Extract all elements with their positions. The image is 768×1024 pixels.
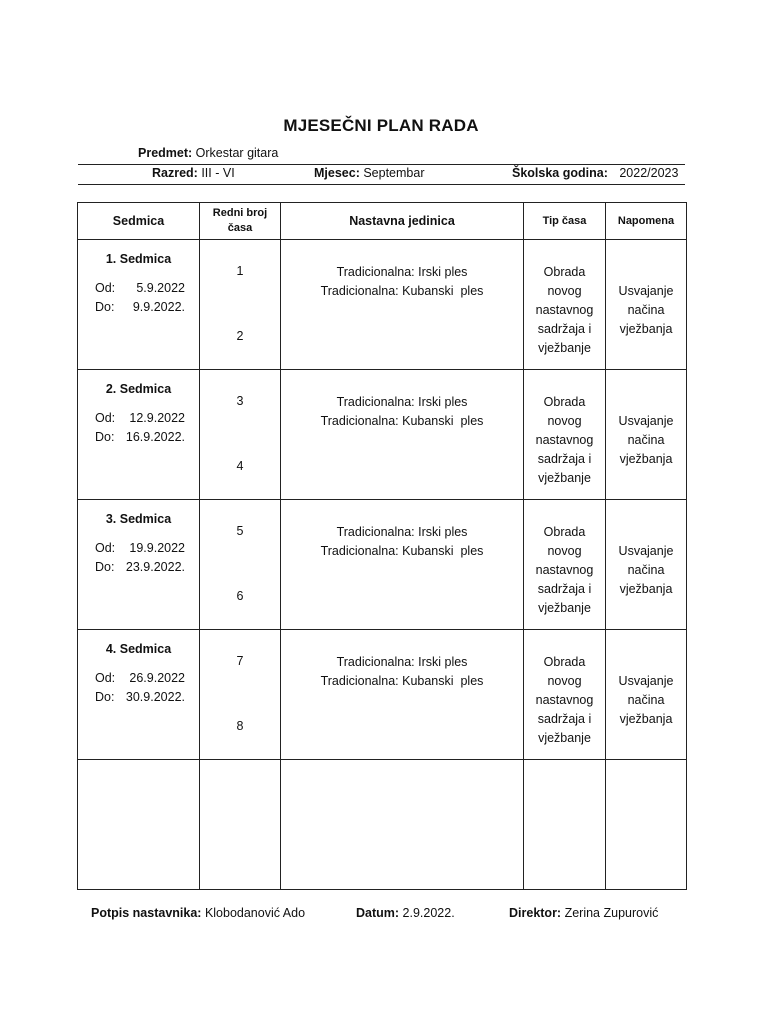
note-line: Usvajanje	[618, 544, 674, 558]
lesson-number-cell	[200, 240, 281, 370]
plan-table	[77, 202, 687, 890]
teaching-unit-cell	[281, 240, 524, 370]
teaching-unit	[281, 263, 523, 301]
mjesec-label: Mjesec:	[314, 166, 360, 180]
teaching-unit-cell	[281, 500, 524, 630]
do-date: 23.9.2022.	[125, 560, 185, 574]
note	[606, 412, 686, 469]
note-line: načina	[627, 693, 665, 707]
teaching-unit-line: Tradicionalna: Irski ples	[336, 655, 468, 669]
date-label: Datum:	[356, 906, 400, 920]
lesson-type-line: vježbanje	[538, 731, 591, 745]
lesson-number: 5	[236, 524, 244, 538]
week-cell	[78, 370, 200, 500]
lesson-type-cell	[524, 370, 606, 500]
do-date: 9.9.2022.	[132, 300, 185, 314]
teaching-unit-line: Tradicionalna: Kubanski ples	[320, 284, 484, 298]
predmet-field	[138, 146, 278, 160]
do-label: Do:	[95, 690, 115, 704]
lesson-type	[524, 653, 605, 748]
lesson-type-line: sadržaja i	[537, 582, 592, 596]
lesson-type-cell	[524, 500, 606, 630]
od-label: Od:	[95, 411, 116, 425]
col-header-sedmica: Sedmica	[78, 203, 200, 240]
header-divider	[78, 164, 685, 165]
lesson-number: 7	[236, 654, 244, 668]
date-value: 2.9.2022.	[402, 906, 455, 920]
lesson-type-line: vježbanje	[538, 471, 591, 485]
lesson-type-line: vježbanje	[538, 341, 591, 355]
teaching-unit-line: Tradicionalna: Kubanski ples	[320, 414, 484, 428]
teaching-unit-line: Tradicionalna: Kubanski ples	[320, 674, 484, 688]
empty-table-row	[78, 760, 687, 890]
note-cell	[606, 630, 687, 760]
do-label: Do:	[95, 430, 115, 444]
col-header-napomena: Napomena	[606, 203, 687, 240]
lesson-type-line: nastavnog	[535, 563, 594, 577]
predmet-value: Orkestar gitara	[195, 146, 279, 160]
lesson-type-line: novog	[547, 284, 582, 298]
note-line: načina	[627, 563, 665, 577]
page-title: MJESEČNI PLAN RADA	[283, 116, 479, 135]
week-cell	[78, 240, 200, 370]
note-line: Usvajanje	[618, 414, 674, 428]
lesson-type-line: Obrada	[543, 655, 586, 669]
note-line: Usvajanje	[618, 674, 674, 688]
skolska-godina-value: 2022/2023	[619, 166, 679, 180]
lesson-type-line: Obrada	[543, 525, 586, 539]
table-row	[78, 370, 687, 500]
table-header-row	[78, 203, 687, 240]
note-line: vježbanja	[619, 452, 673, 466]
col-header-nastavna-jedinica: Nastavna jedinica	[281, 203, 524, 240]
note-line: vježbanja	[619, 322, 673, 336]
lesson-type	[524, 263, 605, 358]
teaching-unit-cell	[281, 370, 524, 500]
teaching-unit	[281, 653, 523, 691]
skolska-godina-field	[512, 166, 678, 180]
date-field	[356, 906, 455, 920]
lesson-type-line: novog	[547, 674, 582, 688]
director-label: Direktor:	[509, 906, 562, 920]
lesson-number: 4	[236, 459, 244, 473]
od-date: 19.9.2022	[129, 541, 185, 555]
table-row	[78, 500, 687, 630]
do-label: Do:	[95, 300, 115, 314]
lesson-type-line: Obrada	[543, 395, 586, 409]
lesson-type-line: sadržaja i	[537, 322, 592, 336]
predmet-label: Predmet:	[138, 146, 193, 160]
lesson-type-line: nastavnog	[535, 693, 594, 707]
week-cell	[78, 500, 200, 630]
table-row	[78, 630, 687, 760]
table-row	[78, 240, 687, 370]
lesson-type	[524, 523, 605, 618]
lesson-number: 3	[236, 394, 244, 408]
note	[606, 542, 686, 599]
od-date: 12.9.2022	[129, 411, 185, 425]
teaching-unit-line: Tradicionalna: Irski ples	[336, 265, 468, 279]
note	[606, 672, 686, 729]
teaching-unit-cell	[281, 630, 524, 760]
empty-cell	[606, 760, 687, 890]
lesson-type-line: sadržaja i	[537, 712, 592, 726]
empty-cell	[281, 760, 524, 890]
lesson-number-cell	[200, 370, 281, 500]
lesson-number: 2	[236, 329, 244, 343]
week-cell	[78, 630, 200, 760]
teacher-signature-field	[91, 906, 305, 920]
od-date: 5.9.2022	[136, 281, 185, 295]
lesson-type-line: vježbanje	[538, 601, 591, 615]
razred-label: Razred:	[152, 166, 198, 180]
lesson-number: 6	[236, 589, 244, 603]
director-field	[509, 906, 658, 920]
lesson-number-cell	[200, 630, 281, 760]
empty-cell	[524, 760, 606, 890]
razred-field	[152, 166, 235, 180]
teaching-unit-line: Tradicionalna: Irski ples	[336, 395, 468, 409]
teaching-unit-line: Tradicionalna: Kubanski ples	[320, 544, 484, 558]
director-value: Zerina Zupurović	[564, 906, 659, 920]
lesson-type-line: sadržaja i	[537, 452, 592, 466]
note-line: načina	[627, 303, 665, 317]
teaching-unit	[281, 523, 523, 561]
note-cell	[606, 240, 687, 370]
note-line: vježbanja	[619, 582, 673, 596]
lesson-type-line: nastavnog	[535, 303, 594, 317]
empty-cell	[78, 760, 200, 890]
lesson-type	[524, 393, 605, 488]
od-label: Od:	[95, 671, 116, 685]
teacher-signature-label: Potpis nastavnika:	[91, 906, 202, 920]
note-cell	[606, 370, 687, 500]
note-line: Usvajanje	[618, 284, 674, 298]
od-label: Od:	[95, 281, 116, 295]
lesson-type-line: nastavnog	[535, 433, 594, 447]
mjesec-field	[314, 166, 425, 180]
teacher-signature-value: Klobodanović Ado	[204, 906, 306, 920]
od-label: Od:	[95, 541, 116, 555]
col-header-redni-broj-line2: časa	[227, 222, 253, 234]
week-title: 3. Sedmica	[105, 512, 172, 526]
lesson-number: 8	[236, 719, 244, 733]
teaching-unit	[281, 393, 523, 431]
lesson-type-line: novog	[547, 414, 582, 428]
skolska-godina-label: Školska godina:	[512, 166, 608, 180]
col-header-redni-broj	[200, 203, 281, 240]
do-label: Do:	[95, 560, 115, 574]
note	[606, 282, 686, 339]
od-date: 26.9.2022	[129, 671, 185, 685]
empty-cell	[200, 760, 281, 890]
lesson-type-line: novog	[547, 544, 582, 558]
teaching-unit-line: Tradicionalna: Irski ples	[336, 525, 468, 539]
week-title: 1. Sedmica	[105, 252, 172, 266]
col-header-redni-broj-line1: Redni broj	[212, 207, 268, 219]
mjesec-value: Septembar	[363, 166, 425, 180]
header-divider-bottom	[78, 184, 685, 185]
note-line: vježbanja	[619, 712, 673, 726]
week-title: 4. Sedmica	[105, 642, 172, 656]
note-cell	[606, 500, 687, 630]
note-line: načina	[627, 433, 665, 447]
do-date: 30.9.2022.	[125, 690, 185, 704]
lesson-type-line: Obrada	[543, 265, 586, 279]
week-title: 2. Sedmica	[105, 382, 172, 396]
razred-value: III - VI	[201, 166, 235, 180]
lesson-type-cell	[524, 240, 606, 370]
col-header-tip-casa: Tip časa	[524, 203, 606, 240]
lesson-number-cell	[200, 500, 281, 630]
lesson-number: 1	[236, 264, 244, 278]
lesson-type-cell	[524, 630, 606, 760]
do-date: 16.9.2022.	[125, 430, 185, 444]
